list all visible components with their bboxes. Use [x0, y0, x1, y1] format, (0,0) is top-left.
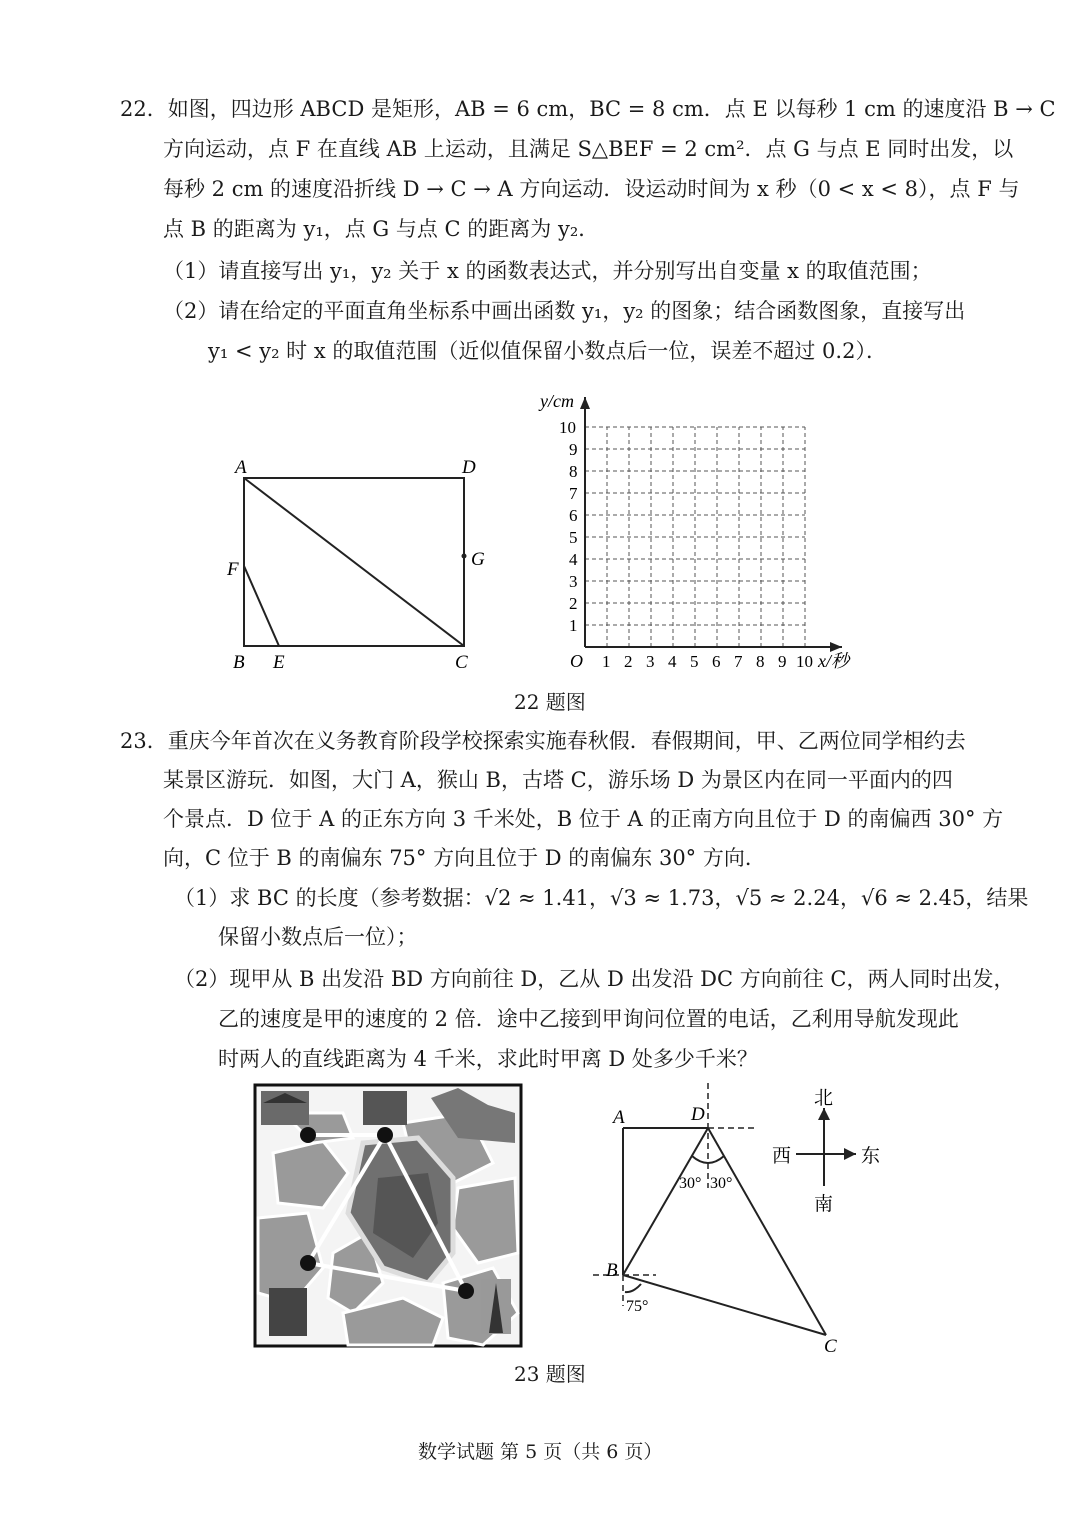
segment-bc: [623, 1275, 826, 1335]
q22-line-3: 每秒 2 cm 的速度沿折线 D → C → A 方向运动．设运动时间为 x 秒（0 < x < 8），点 F 与: [163, 177, 1020, 201]
point-g: [462, 554, 467, 559]
q23-line-9: 时两人的直线距离为 4 千米，求此时甲离 D 处多少千米？: [218, 1047, 758, 1071]
east-arrow: [844, 1148, 856, 1160]
y-tick-label: 7: [569, 484, 578, 503]
x-tick-label: 5: [690, 652, 699, 671]
compass-south: 南: [814, 1194, 834, 1215]
q23-line-3: 个景点．D 位于 A 的正东方向 3 千米处，B 位于 A 的正南方向且位于 D 的南偏西 30° 方: [163, 807, 1004, 831]
y-tick-label: 6: [569, 506, 578, 525]
compass-west: 西: [772, 1146, 792, 1167]
label-b2: B: [606, 1260, 618, 1281]
q23-line-4: 向，C 位于 B 的南偏东 75° 方向且位于 D 的南偏东 30° 方向．: [163, 846, 766, 870]
scenic-map: [253, 1083, 523, 1348]
x-tick-label: 3: [646, 652, 655, 671]
q23-line-2: 某景区游玩．如图，大门 A，猴山 B，古塔 C，游乐场 D 为景区内在同一平面内的四: [163, 768, 953, 792]
y-tick-label: 8: [569, 462, 578, 481]
x-tick-label: 6: [712, 652, 721, 671]
y-tick-label: 5: [569, 528, 578, 547]
diagonal-ac: [244, 478, 464, 646]
x-tick-label: 7: [734, 652, 743, 671]
label-c: C: [455, 652, 468, 673]
y-tick-label: 4: [569, 550, 578, 569]
y-tick-label: 1: [569, 616, 578, 635]
x-tick-label: 1: [602, 652, 611, 671]
compass-north: 北: [814, 1088, 834, 1109]
q23-line-6: 保留小数点后一位）；: [218, 925, 418, 949]
coordinate-grid: [530, 385, 870, 685]
x-tick-label: 4: [668, 652, 677, 671]
label-a: A: [235, 457, 247, 478]
angle-label-2: 30°: [710, 1175, 733, 1192]
y-tick-label: 3: [569, 572, 578, 591]
q22-line-2: 方向运动，点 F 在直线 AB 上运动，且满足 S△BEF = 2 cm²．点 G 与点 E 同时出发，以: [163, 137, 1014, 161]
q23-line-7: （2）现甲从 B 出发沿 BD 方向前往 D，乙从 D 出发沿 DC 方向前往 C，两人同时出发，: [174, 967, 1015, 991]
compass-east: 东: [861, 1146, 881, 1167]
y-tick-label: 10: [559, 418, 576, 437]
q23-line-1: 23．重庆今年首次在义务教育阶段学校探索实施春秋假．春假期间，甲、乙两位同学相约去: [120, 729, 966, 753]
rectangle-figure: [215, 440, 505, 680]
q22-line-6: （2）请在给定的平面直角坐标系中画出函数 y₁，y₂ 的图象；结合函数图象，直接写出: [163, 299, 966, 323]
angle-label-3: 75°: [626, 1298, 649, 1315]
segment-bd: [623, 1128, 708, 1275]
label-f: F: [227, 559, 239, 580]
label-c2: C: [824, 1336, 837, 1357]
q22-line-1: 22．如图，四边形 ABCD 是矩形，AB = 6 cm，BC = 8 cm．点 E 以每秒 1 cm 的速度沿 B → C: [120, 97, 1056, 121]
origin-label: O: [570, 651, 583, 671]
y-tick-label: 2: [569, 594, 578, 613]
label-d: D: [462, 457, 476, 478]
angle-arc-b: [625, 1284, 641, 1292]
x-tick-label: 2: [624, 652, 633, 671]
x-tick-label: 10: [796, 652, 813, 671]
q22-line-5: （1）请直接写出 y₁，y₂ 关于 x 的函数表达式，并分别写出自变量 x 的取值范围；: [163, 259, 932, 283]
q23-line-5: （1）求 BC 的长度（参考数据：√2 ≈ 1.41，√3 ≈ 1.73，√5 ≈ 2.24，√6 ≈ 2.45，结果: [174, 886, 1029, 910]
y-axis-label: y/cm: [540, 391, 574, 411]
page-footer: 数学试题 第 5 页（共 6 页）: [418, 1441, 663, 1463]
label-e: E: [273, 652, 285, 673]
y-axis-arrow: [580, 397, 590, 409]
label-g: G: [471, 549, 485, 570]
y-tick-label: 9: [569, 440, 578, 459]
angle-label-1: 30°: [679, 1175, 702, 1192]
x-tick-label: 9: [778, 652, 787, 671]
segment-fe: [244, 566, 279, 646]
q23-caption: 23 题图: [514, 1362, 586, 1386]
x-axis-label: x/秒: [818, 651, 849, 671]
x-tick-label: 8: [756, 652, 765, 671]
north-arrow: [818, 1108, 830, 1120]
label-a2: A: [613, 1107, 625, 1128]
q22-line-7: y₁ < y₂ 时 x 的取值范围（近似值保留小数点后一位，误差不超过 0.2）．: [208, 339, 887, 363]
label-b: B: [233, 652, 245, 673]
compass: [768, 1086, 888, 1216]
q22-caption: 22 题图: [514, 690, 586, 714]
label-d2: D: [691, 1104, 705, 1125]
q23-line-8: 乙的速度是甲的速度的 2 倍．途中乙接到甲询问位置的电话，乙利用导航发现此: [218, 1007, 959, 1031]
q22-line-4: 点 B 的距离为 y₁，点 G 与点 C 的距离为 y₂．: [163, 217, 600, 241]
